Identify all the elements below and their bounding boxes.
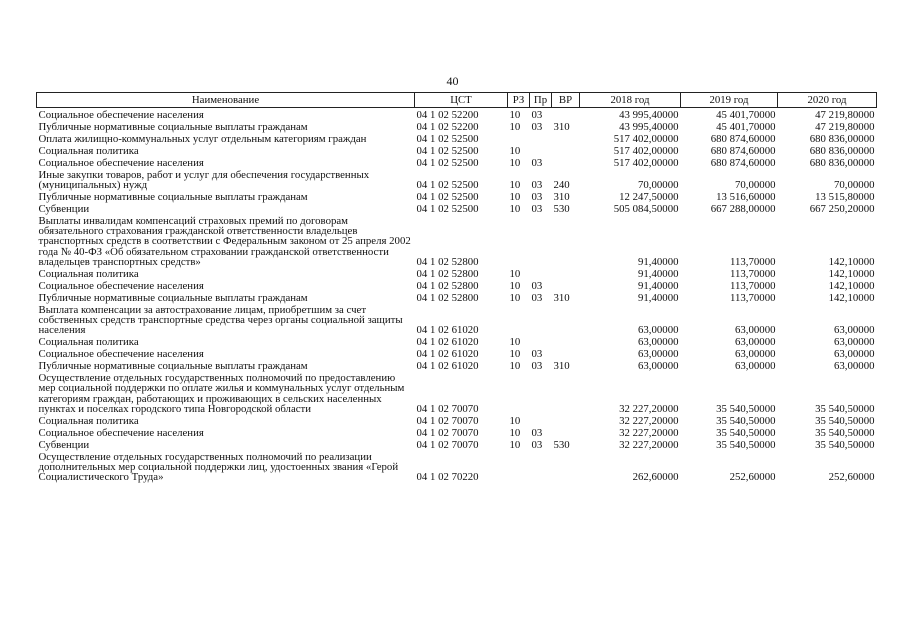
row-2018-value: 43 995,40000: [619, 108, 679, 121]
table-row: [37, 214, 877, 267]
row-name: Социальное обеспечение населения: [38, 426, 204, 439]
row-pr: [530, 214, 552, 267]
row-vr: [552, 347, 580, 359]
table-row: [37, 450, 877, 482]
table-row: [37, 156, 877, 168]
row-name: Публичные нормативные социальные выплаты гражданам: [38, 191, 308, 203]
row-2020-value: 252,60000: [828, 471, 875, 484]
row-2020-value: 13 515,80000: [815, 191, 875, 203]
row-rz: [508, 450, 530, 482]
row-rz: 10: [509, 179, 521, 191]
row-rz: [508, 303, 530, 335]
row-2020-value: 680 836,00000: [809, 156, 875, 169]
table-row: [37, 190, 877, 202]
row-cst: 04 1 02 70220: [416, 471, 479, 484]
row-cst: 04 1 02 52200: [416, 120, 479, 133]
header-name: Наименование: [37, 93, 415, 108]
header-2019: 2019 год: [681, 93, 778, 108]
row-2018-value: 517 402,00000: [613, 156, 679, 169]
row-name: Субвенции: [38, 203, 90, 215]
row-pr: 03: [531, 438, 543, 451]
table-row: [37, 303, 877, 335]
table-row: [37, 371, 877, 414]
row-vr: [552, 371, 580, 414]
row-cst: 04 1 02 61020: [416, 348, 479, 361]
row-vr: [552, 303, 580, 335]
row-2018-value: 70,00000: [638, 179, 679, 191]
row-vr: [552, 450, 580, 482]
header-2020: 2020 год: [778, 93, 877, 108]
row-pr: 03: [531, 348, 543, 361]
row-2020-value: 47 219,80000: [815, 108, 875, 121]
row-vr: 310: [553, 120, 570, 133]
header-cst: ЦСТ: [415, 93, 508, 108]
row-2018-value: 43 995,40000: [619, 120, 679, 133]
row-vr: 530: [553, 203, 570, 215]
table-row: [37, 108, 877, 121]
row-cst: 04 1 02 52500: [416, 144, 479, 157]
row-2018-value: 32 227,20000: [619, 426, 679, 439]
table-body: [37, 108, 877, 483]
row-2019-value: 63,00000: [735, 360, 776, 373]
row-2019-value: 113,70000: [730, 291, 776, 304]
row-vr: 310: [553, 360, 570, 373]
row-vr: [552, 156, 580, 168]
row-cst: 04 1 02 52200: [416, 108, 479, 121]
row-vr: [552, 144, 580, 156]
row-cst: 04 1 02 52500: [416, 179, 479, 191]
row-rz: 10: [509, 360, 521, 373]
row-name: Публичные нормативные социальные выплаты гражданам: [38, 291, 308, 304]
row-2020-value: 70,00000: [834, 179, 875, 191]
row-2018-value: 12 247,50000: [619, 191, 679, 203]
row-rz: 10: [509, 438, 521, 451]
row-pr: 03: [531, 203, 543, 215]
row-pr: 03: [531, 291, 543, 304]
row-2020-value: 63,00000: [834, 348, 875, 361]
row-pr: [530, 371, 552, 414]
row-pr: 03: [531, 279, 543, 292]
row-vr: [552, 279, 580, 291]
row-2018-value: 91,40000: [638, 267, 679, 280]
row-cst: 04 1 02 61020: [416, 360, 479, 373]
row-2020-value: 680 836,00000: [809, 144, 875, 157]
row-vr: [552, 132, 580, 144]
row-name: Социальная политика: [38, 267, 139, 280]
row-rz: 10: [509, 156, 521, 169]
table-row: [37, 168, 877, 190]
row-2018-value: 63,00000: [638, 336, 679, 349]
row-2020-value: 47 219,80000: [815, 120, 875, 133]
row-rz: 10: [509, 120, 521, 133]
row-name: Социальная политика: [38, 336, 139, 349]
row-2018-value: 32 227,20000: [619, 438, 679, 451]
row-2019-value: 680 874,60000: [710, 156, 776, 169]
row-rz: 10: [509, 191, 521, 203]
row-2019-value: 35 540,50000: [716, 438, 776, 451]
row-vr: 530: [553, 438, 570, 451]
row-2018-value: 262,60000: [632, 471, 679, 484]
row-pr: [530, 132, 552, 144]
row-2018-value: 63,00000: [638, 324, 679, 337]
row-2019-value: 45 401,70000: [716, 108, 776, 121]
row-cst: 04 1 02 52800: [416, 279, 479, 292]
row-2020-value: 667 250,20000: [809, 203, 875, 215]
row-vr: 310: [553, 191, 570, 203]
row-2019-value: 667 288,00000: [710, 203, 776, 215]
row-vr: [552, 214, 580, 267]
row-name: Осуществление отдельных государственных полномочий по предоставлению мер социальной поддержки по оплате жилья и коммунальных услуг отдельным категориям граждан, работающих и проживающих в сельских населенных пунктах и поселках городского типа Новгородской области: [38, 372, 405, 415]
row-cst: 04 1 02 52800: [416, 255, 479, 268]
row-2018-value: 91,40000: [638, 291, 679, 304]
row-name: Публичные нормативные социальные выплаты гражданам: [38, 120, 308, 133]
row-cst: 04 1 02 70070: [416, 414, 479, 427]
row-2018-value: 91,40000: [638, 255, 679, 268]
row-cst: 04 1 02 61020: [416, 324, 479, 337]
row-rz: 10: [509, 203, 521, 215]
row-pr: [530, 414, 552, 426]
table-row: [37, 267, 877, 279]
row-2020-value: 63,00000: [834, 360, 875, 373]
row-2020-value: 63,00000: [834, 324, 875, 337]
table-row: [37, 426, 877, 438]
row-name: Иные закупки товаров, работ и услуг для обеспечения государственных (муниципальных) нужд: [38, 168, 370, 191]
row-rz: 10: [509, 291, 521, 304]
row-cst: 04 1 02 52500: [416, 191, 479, 203]
row-2018-value: 91,40000: [638, 279, 679, 292]
row-rz: 10: [509, 348, 521, 361]
row-2019-value: 680 874,60000: [710, 132, 776, 145]
table-row: [37, 359, 877, 371]
page-number: 40: [446, 74, 459, 88]
row-2020-value: 35 540,50000: [815, 414, 875, 427]
row-rz: 10: [509, 279, 521, 292]
table-row: [37, 202, 877, 214]
row-pr: [530, 450, 552, 482]
table-row: [37, 279, 877, 291]
row-rz: 10: [509, 336, 521, 349]
row-vr: [552, 108, 580, 121]
row-2020-value: 35 540,50000: [815, 438, 875, 451]
row-2019-value: 45 401,70000: [716, 120, 776, 133]
row-rz: 10: [509, 414, 521, 427]
row-name: Социальная политика: [38, 414, 139, 427]
table-row: [37, 347, 877, 359]
row-cst: 04 1 02 52800: [416, 267, 479, 280]
row-2018-value: 505 084,50000: [613, 203, 679, 215]
row-rz: 10: [509, 426, 521, 439]
row-pr: 03: [531, 120, 543, 133]
header-vr: ВР: [552, 93, 580, 108]
row-2019-value: 35 540,50000: [716, 402, 776, 415]
row-2020-value: 35 540,50000: [815, 426, 875, 439]
row-2018-value: 517 402,00000: [613, 132, 679, 145]
table-row: [37, 438, 877, 450]
row-name: Субвенции: [38, 438, 90, 451]
row-pr: [530, 267, 552, 279]
row-pr: [530, 335, 552, 347]
row-2019-value: 63,00000: [735, 324, 776, 337]
table-row: [37, 120, 877, 132]
row-cst: 04 1 02 52500: [416, 156, 479, 169]
row-2020-value: 142,10000: [828, 291, 875, 304]
row-2019-value: 680 874,60000: [710, 144, 776, 157]
row-2020-value: 63,00000: [834, 336, 875, 349]
table-row: [37, 335, 877, 347]
row-vr: [552, 267, 580, 279]
row-cst: 04 1 02 52500: [416, 132, 479, 145]
row-2020-value: 680 836,00000: [809, 132, 875, 145]
row-name: Социальная политика: [38, 144, 139, 157]
header-2018: 2018 год: [580, 93, 681, 108]
row-cst: 04 1 02 70070: [416, 438, 479, 451]
row-vr: [552, 426, 580, 438]
row-cst: 04 1 02 70070: [416, 402, 479, 415]
row-rz: [508, 132, 530, 144]
row-2019-value: 252,60000: [729, 471, 776, 484]
row-2019-value: 113,70000: [730, 267, 776, 280]
row-pr: 03: [531, 360, 543, 373]
row-name: Выплата компенсации за автострахование лицам, приобретшим за счет собственных средств транспортные средства через органы социальной защиты населения: [38, 303, 403, 337]
row-name: Социальное обеспечение населения: [38, 348, 204, 361]
row-2019-value: 63,00000: [735, 348, 776, 361]
table-row: [37, 291, 877, 303]
row-name: Выплаты инвалидам компенсаций страховых премий по договорам обязательного страхования гражданской ответственности владельцев транспортных средств в соответствии с Федеральным законом от 25 апреля 2002 года № 40-ФЗ «Об обязательном страховании гражданской ответственности владельцев транспортных средств»: [38, 215, 411, 268]
row-cst: 04 1 02 61020: [416, 336, 479, 349]
row-2020-value: 142,10000: [828, 267, 875, 280]
row-vr: 240: [553, 179, 570, 191]
row-name: Социальное обеспечение населения: [38, 108, 204, 121]
row-2018-value: 517 402,00000: [613, 144, 679, 157]
row-2019-value: 63,00000: [735, 336, 776, 349]
row-cst: 04 1 02 52500: [416, 203, 479, 215]
row-2018-value: 63,00000: [638, 360, 679, 373]
row-pr: 03: [531, 426, 543, 439]
header-pr: Пр: [530, 93, 552, 108]
row-rz: [508, 214, 530, 267]
row-2019-value: 70,00000: [735, 179, 776, 191]
row-pr: [530, 144, 552, 156]
row-2019-value: 35 540,50000: [716, 414, 776, 427]
row-2018-value: 32 227,20000: [619, 414, 679, 427]
row-name: Публичные нормативные социальные выплаты гражданам: [38, 360, 308, 373]
row-pr: 03: [531, 179, 543, 191]
row-cst: 04 1 02 70070: [416, 426, 479, 439]
row-pr: 03: [531, 156, 543, 169]
row-2020-value: 142,10000: [828, 255, 875, 268]
row-name: Социальное обеспечение населения: [38, 279, 204, 292]
row-2020-value: 142,10000: [828, 279, 875, 292]
header-rz: РЗ: [508, 93, 530, 108]
table-row: [37, 414, 877, 426]
row-2018-value: 63,00000: [638, 348, 679, 361]
row-vr: 310: [553, 291, 570, 304]
row-2018-value: 32 227,20000: [619, 402, 679, 415]
row-name: Оплата жилищно-коммунальных услуг отдельным категориям граждан: [38, 132, 367, 145]
budget-table: [36, 92, 877, 482]
table-header-row: [37, 93, 877, 108]
row-2019-value: 113,70000: [730, 279, 776, 292]
row-vr: [552, 414, 580, 426]
row-cst: 04 1 02 52800: [416, 291, 479, 304]
row-2020-value: 35 540,50000: [815, 402, 875, 415]
row-vr: [552, 335, 580, 347]
row-pr: 03: [531, 108, 543, 121]
row-2019-value: 35 540,50000: [716, 426, 776, 439]
row-rz: 10: [509, 108, 521, 121]
row-2019-value: 113,70000: [730, 255, 776, 268]
table-row: [37, 132, 877, 144]
row-pr: 03: [531, 191, 543, 203]
row-rz: 10: [509, 144, 521, 157]
row-name: Социальное обеспечение населения: [38, 156, 204, 169]
table-row: [37, 144, 877, 156]
row-rz: 10: [509, 267, 521, 280]
row-2019-value: 13 516,60000: [716, 191, 776, 203]
row-rz: [508, 371, 530, 414]
row-pr: [530, 303, 552, 335]
row-name: Осуществление отдельных государственных полномочий по реализации дополнительных мер социальной поддержки лиц, удостоенных звания «Герой Социалистического Труда»: [38, 450, 399, 484]
